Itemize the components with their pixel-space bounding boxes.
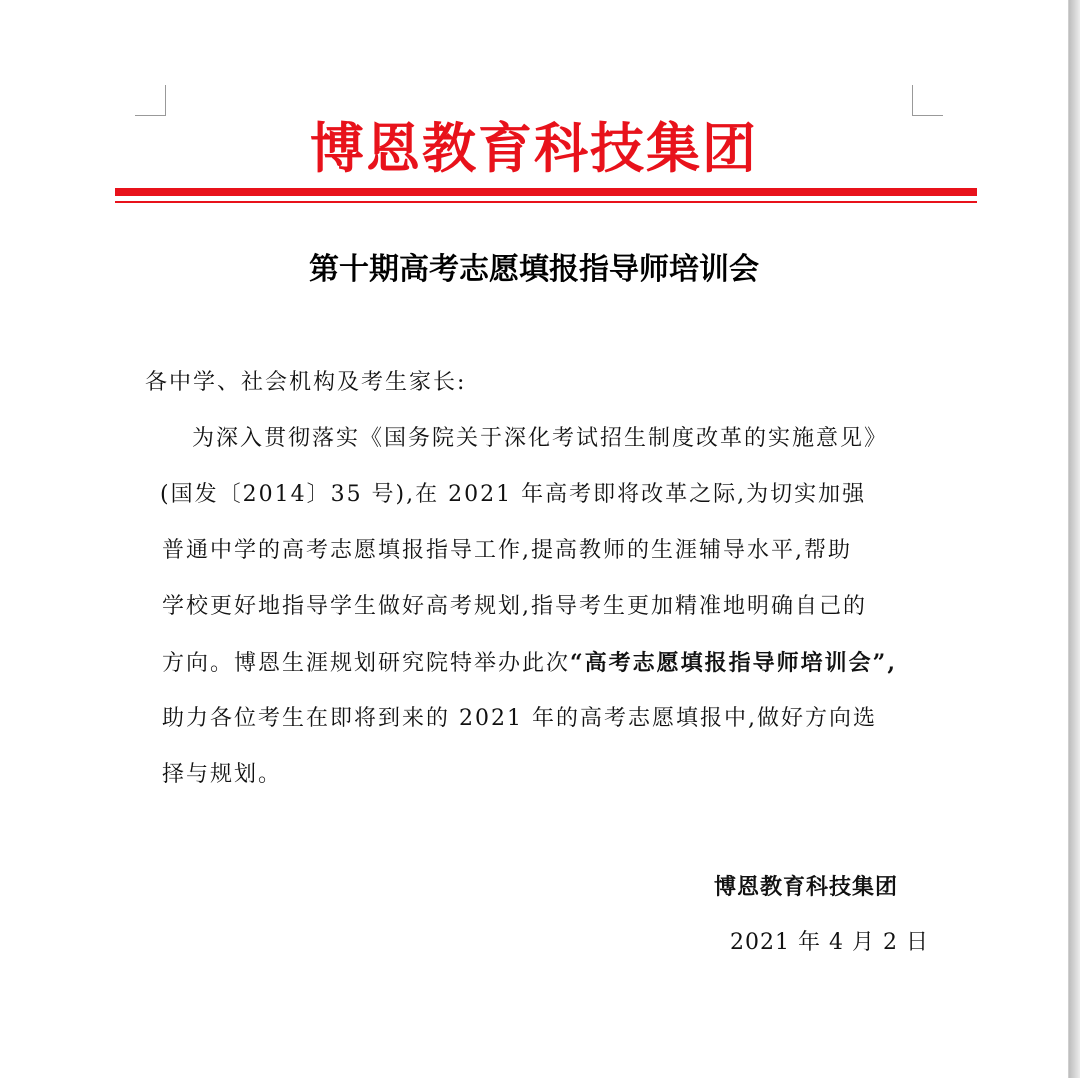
document-date: 2021 年 4 月 2 日: [730, 930, 929, 955]
salutation: 各中学、社会机构及考生家长:: [145, 370, 467, 395]
organization-header: 博恩教育科技集团: [310, 117, 758, 180]
signature: 博恩教育科技集团: [714, 874, 899, 900]
margin-corner-top-left: [135, 85, 166, 116]
body-line: 为深入贯彻落实《国务院关于深化考试招生制度改革的实施意见》: [192, 426, 889, 451]
header-rule-thin: [115, 201, 977, 203]
event-name-emphasis: “高考志愿填报指导师培训会”,: [570, 650, 897, 676]
body-line: 普通中学的高考志愿填报指导工作,提高教师的生涯辅导水平,帮助: [162, 538, 852, 563]
body-line: (国发〔2014〕35 号),在 2021 年高考即将改革之际,为切实加强: [160, 482, 867, 507]
margin-corner-top-right: [912, 85, 943, 116]
body-line: 择与规划。: [162, 762, 283, 787]
page-shadow: [1069, 0, 1080, 1078]
body-line-mixed: [162, 646, 897, 681]
document-title: 第十期高考志愿填报指导师培训会: [309, 252, 759, 287]
header-rule-thick: [115, 188, 977, 196]
body-line: 助力各位考生在即将到来的 2021 年的高考志愿填报中,做好方向选: [162, 706, 877, 731]
body-text: 方向。博恩生涯规划研究院特举办此次: [162, 651, 571, 676]
body-line: 学校更好地指导学生做好高考规划,指导考生更加精准地明确自己的: [162, 594, 867, 619]
